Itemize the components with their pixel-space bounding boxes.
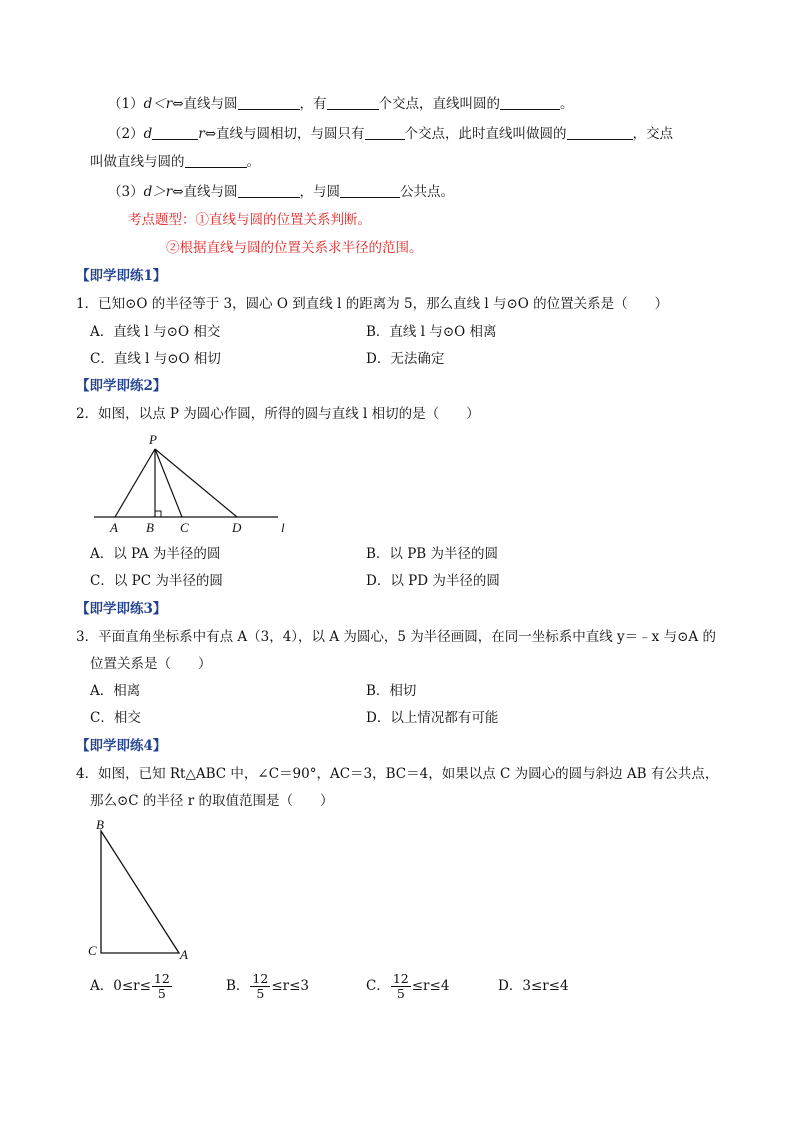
- label-b: B: [146, 520, 154, 535]
- practice-2-option-a[interactable]: A．以 PA 为半径的圆: [90, 546, 221, 562]
- condition-1-text-d: 。: [560, 96, 574, 112]
- option-a-prefix: A．0≤r≤: [90, 978, 151, 994]
- condition-2: [108, 124, 673, 144]
- blank[interactable]: [567, 125, 633, 140]
- option-d-text: D．3≤r≤4: [498, 978, 569, 994]
- option-c-suffix: ≤r≤4: [411, 978, 450, 994]
- condition-1-index: （1）: [108, 96, 144, 112]
- kaodian-type-2: ②根据直线与圆的位置关系求半径的范围。: [166, 240, 423, 256]
- practice-4-figure: [84, 814, 204, 964]
- condition-3: [108, 182, 454, 202]
- practice-1-option-c[interactable]: C．直线 l 与⊙O 相切: [90, 351, 221, 367]
- blank[interactable]: [340, 183, 400, 198]
- blank[interactable]: [185, 153, 247, 168]
- kaodian-line-1: [128, 210, 371, 230]
- label-a: A: [180, 947, 188, 962]
- fraction-denominator: 5: [157, 985, 166, 1001]
- kaodian-type-1: ①直线与圆的位置关系判断。: [195, 212, 371, 228]
- condition-3-lhs: d＞r⇔: [143, 184, 184, 200]
- condition-1: [108, 94, 574, 114]
- triangle-abc: [101, 831, 179, 953]
- practice-4-stem-2: 那么⊙C 的半径 r 的取值范围是（ ）: [90, 793, 334, 809]
- practice-2-option-c[interactable]: C．以 PC 为半径的圆: [90, 573, 223, 589]
- blank[interactable]: [152, 125, 198, 140]
- practice-4-heading: 【即学即练4】: [76, 738, 167, 754]
- practice-1-stem: 1．已知⊙O 的半径等于 3，圆心 O 到直线 l 的距离为 5，那么直线 l 与⊙O 的位置关系是（ ）: [76, 296, 669, 312]
- fraction-numerator: 12: [153, 971, 170, 986]
- practice-2-figure: [80, 428, 310, 540]
- blank[interactable]: [238, 183, 300, 198]
- segment-pc: [155, 449, 182, 517]
- practice-3-option-b[interactable]: B．相切: [366, 683, 417, 699]
- label-c: C: [180, 520, 189, 535]
- practice-3-stem-2: 位置关系是（ ）: [90, 656, 212, 672]
- practice-4-option-b[interactable]: [226, 970, 309, 1002]
- fraction-numerator: 12: [392, 971, 409, 986]
- blank[interactable]: [500, 95, 560, 110]
- condition-2-text-f: 。: [246, 154, 260, 170]
- practice-4-option-a[interactable]: [90, 970, 173, 1002]
- practice-2-stem: 2．如图，以点 P 为圆心作圆，所得的圆与直线 l 相切的是（ ）: [76, 406, 480, 422]
- fraction-denominator: 5: [256, 985, 265, 1001]
- condition-2-index: （2）: [108, 126, 144, 142]
- practice-1-option-b[interactable]: B．直线 l 与⊙O 相离: [366, 324, 497, 340]
- fraction: [391, 973, 411, 1000]
- label-c: C: [88, 943, 97, 958]
- condition-3-text-b: ，与圆: [299, 184, 341, 200]
- blank[interactable]: [327, 95, 379, 110]
- right-angle-mark: [155, 511, 161, 517]
- condition-2-lhs: d: [143, 126, 153, 142]
- practice-3-option-c[interactable]: C．相交: [90, 710, 141, 726]
- condition-1-text-c: 个交点，直线叫圆的: [378, 96, 501, 112]
- condition-1-text-b: ，有: [299, 96, 327, 112]
- practice-3-option-a[interactable]: A．相离: [90, 683, 141, 699]
- label-l: l: [281, 520, 285, 535]
- kaodian-label: 考点题型：: [128, 212, 196, 228]
- option-b-prefix: B．: [226, 978, 250, 994]
- condition-2-text-d: ，交点: [632, 126, 674, 142]
- segment-pd: [155, 449, 237, 517]
- fraction: [152, 973, 172, 1000]
- blank[interactable]: [238, 95, 300, 110]
- condition-2-text-b: 直线与圆相切，与圆只有: [216, 126, 365, 142]
- option-c-prefix: C．: [366, 978, 390, 994]
- practice-3-stem-1: 3．平面直角坐标系中有点 A（3，4），以 A 为圆心，5 为半径画圆，在同一坐标系中直线 y＝﹣x 与⊙A 的: [76, 629, 716, 645]
- practice-2-option-d[interactable]: D．以 PD 为半径的圆: [366, 573, 500, 589]
- practice-1-heading: 【即学即练1】: [76, 268, 167, 284]
- option-b-suffix: ≤r≤3: [271, 978, 309, 994]
- practice-3-option-d[interactable]: D．以上情况都有可能: [366, 710, 499, 726]
- practice-4-stem-1: 4．如图，已知 Rt△ABC 中，∠C＝90°，AC＝3，BC＝4，如果以点 C 为圆心的圆与斜边 AB 有公共点，: [76, 766, 719, 782]
- label-a: A: [110, 520, 118, 535]
- practice-2-heading: 【即学即练2】: [76, 378, 167, 394]
- condition-1-text-a: 直线与圆: [183, 96, 238, 112]
- condition-3-text-c: 公共点。: [400, 184, 455, 200]
- fraction-denominator: 5: [396, 985, 405, 1001]
- condition-3-text-a: 直线与圆: [183, 184, 238, 200]
- practice-4-option-c[interactable]: [366, 970, 449, 1002]
- kaodian-line-2: [166, 238, 423, 258]
- condition-3-index: （3）: [108, 184, 144, 200]
- label-b: B: [96, 817, 104, 832]
- practice-1-option-d[interactable]: D．无法确定: [366, 351, 445, 367]
- practice-1-option-a[interactable]: A．直线 l 与⊙O 相交: [90, 324, 221, 340]
- segment-pa: [115, 449, 155, 517]
- condition-2-text-a: r⇔: [198, 126, 217, 142]
- fraction-numerator: 12: [252, 971, 269, 986]
- fraction: [250, 973, 270, 1000]
- practice-2-option-b[interactable]: B．以 PB 为半径的圆: [366, 546, 499, 562]
- practice-3-heading: 【即学即练3】: [76, 601, 167, 617]
- condition-2-text-c: 个交点，此时直线叫做圆的: [404, 126, 567, 142]
- label-p: P: [149, 432, 157, 447]
- condition-1-lhs: d＜r⇔: [143, 96, 184, 112]
- label-d: D: [232, 520, 242, 535]
- condition-2-text-e: 叫做直线与圆的: [90, 154, 185, 170]
- condition-2-cont: [90, 152, 260, 172]
- blank[interactable]: [365, 125, 405, 140]
- practice-4-option-d[interactable]: [498, 970, 569, 1002]
